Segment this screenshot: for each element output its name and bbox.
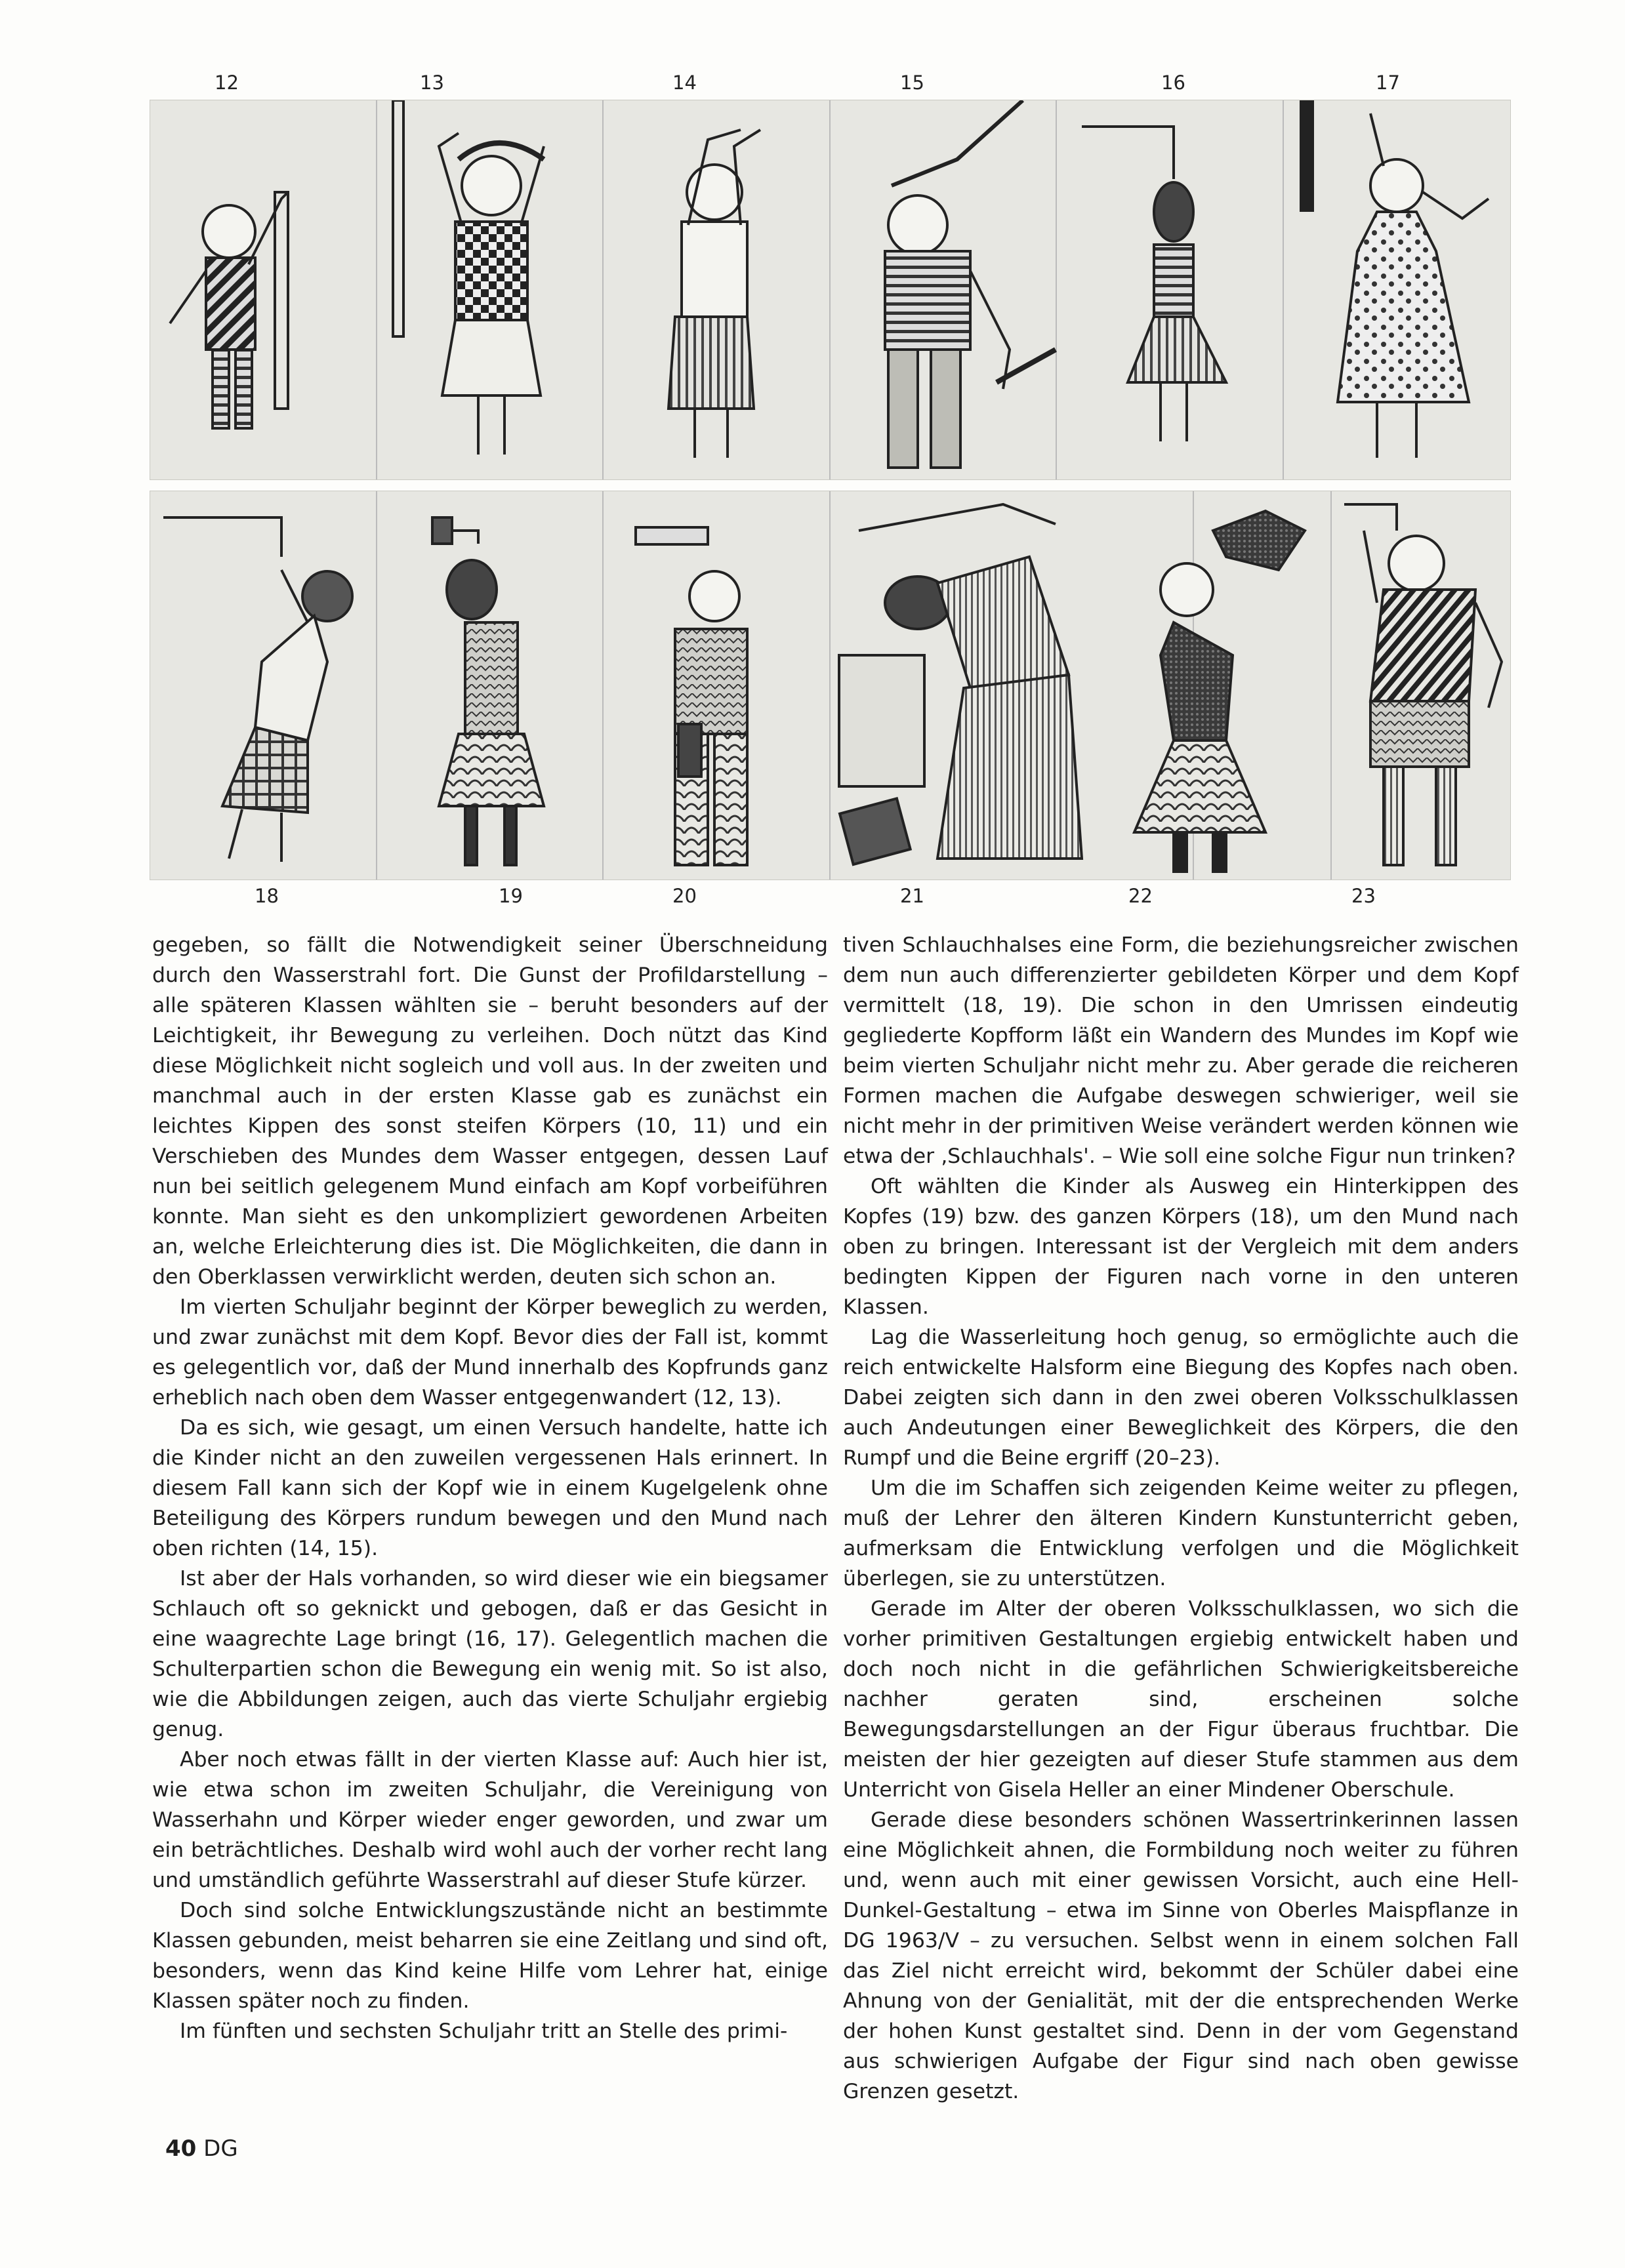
paragraph: gegeben, so fällt die Notwendigkeit seiner Überschneidung durch den Wasserstrahl fort. Die Gunst der Profildarstellung – alle späteren Klassen wählten sie – beruht besonders auf der Leichtigkeit, ihr Bewegung zu verleihen. Doch nützt das Kind diese Möglichkeit nicht sogleich und voll aus. In der zweiten und manchmal auch in der ersten Klasse gab es zunächst ein leichtes Kippen des sonst steifen Körpers (10, 11) und ein Verschieben des Mundes dem Wasser entgegen, dessen Lauf nun bei seitlich gelegenem Mund einfach am Kopf vorbeiführen konnte. Man sieht es den unkompliziert gewordenen Arbeiten an, welche Erleichterung dies ist. Die Möglichkeiten, die dann in den Oberklassen verwirklicht werden, deuten sich schon an. (152, 933, 828, 1289)
figure-number-20: 20 (672, 885, 697, 907)
figure-number-15: 15 (900, 71, 924, 94)
text-column-right (843, 930, 1519, 2107)
paragraph: Ist aber der Hals vorhanden, so wird dieser wie ein biegsamer Schlauch oft so geknickt und gebogen, daß er das Gesicht in eine waagrechte Lage bringt (16, 17). Gelegentlich machen die Schulterpartien schon die Bewegung ein wenig mit. So ist also, wie die Abbildungen zeigen, auch das vierte Schuljahr ergiebig genug. (152, 1567, 828, 1741)
paragraph: Da es sich, wie gesagt, um einen Versuch handelte, hatte ich die Kinder nicht an den zuweilen vergessenen Hals erinnert. In diesem Fall kann sich der Kopf wie in einem Kugelgelenk ohne Beteiligung des Körpers rundum bewegen und den Mund nach oben richten (14, 15). (152, 1416, 828, 1560)
paragraph: Im vierten Schuljahr beginnt der Körper beweglich zu werden, und zwar zunächst mit dem Kopf. Bevor dies der Fall ist, kommt es gelegentlich vor, daß der Mund innerhalb des Kopfrunds ganz erheblich nach oben dem Wasser entgegenwandert (12, 13). (152, 1295, 828, 1409)
figure-number-14: 14 (672, 71, 697, 94)
journal-abbreviation: DG (203, 2136, 238, 2162)
figure-number-18: 18 (255, 885, 279, 907)
paragraph: Um die im Schaffen sich zeigenden Keime weiter zu pflegen, muß der Lehrer den älteren Kindern Kunstunterricht geben, aufmerksam die Entwicklung verfolgen und die Möglichkeit überlegen, sie zu unterstützen. (843, 1476, 1519, 1590)
page-number: 40 (165, 2136, 197, 2162)
figure-number-19: 19 (499, 885, 523, 907)
figure-number-23: 23 (1351, 885, 1376, 907)
paragraph: tiven Schlauchhalses eine Form, die beziehungsreicher zwischen dem nun auch differenzierter gebildeten Körper und dem Kopf vermittelt (18, 19). Die schon in den Umrissen eindeutig gegliederte Kopfform läßt ein Wandern des Mundes im Kopf wie beim vierten Schuljahr nicht mehr zu. Aber gerade die reicheren Formen machen die Aufgabe deswegen schwieriger, weil sie nicht mehr in der primitiven Weise verändert werden können wie etwa der ‚Schlauchhals'. – Wie soll eine solche Figur nun trinken? (843, 933, 1519, 1168)
paragraph: Oft wählten die Kinder als Ausweg ein Hinterkippen des Kopfes (19) bzw. des ganzen Körpers (18), um den Mund nach oben zu bringen. Interessant ist der Vergleich mit dem anders bedingten Kippen der Figuren nach vorne in den unteren Klassen. (843, 1175, 1519, 1319)
paragraph: Doch sind solche Entwicklungszustände nicht an bestimmte Klassen gebunden, meist beharren sie eine Zeitlang und sind oft, besonders, wenn das Kind keine Hilfe vom Lehrer hat, einige Klassen später noch zu finden. (152, 1899, 828, 2013)
paragraph: Im fünften und sechsten Schuljahr tritt an Stelle des primi- (180, 2019, 788, 2043)
page-folio (165, 2136, 238, 2162)
drawings-panel-bottom (150, 491, 1511, 880)
figure-number-13: 13 (420, 71, 444, 94)
paragraph: Gerade diese besonders schönen Wassertrinkerinnen lassen eine Möglichkeit ahnen, die Formbildung noch weiter zu führen und, wenn auch mit einer gewissen Vorsicht, auch eine Hell-Dunkel-Gestaltung – etwa im Sinne von Oberles Maispflanze in DG 1963/V – zu versuchen. Selbst wenn in einem solchen Fall das Ziel nicht erreicht wird, bekommt der Schüler dabei eine Ahnung von der Genialität, mit der die entsprechenden Werke der hohen Kunst gestaltet sind. Denn in der vom Gegenstand aus schwierigen Aufgabe der Figur sind nach oben gewisse Grenzen gesetzt. (843, 1808, 1519, 2103)
drawings-panel-top (150, 100, 1511, 480)
figure-number-21: 21 (900, 885, 924, 907)
paragraph: Gerade im Alter der oberen Volksschulklassen, wo sich die vorher primitiven Gestaltungen ergiebig entwickelt haben und doch noch nicht in die gefährlichen Schwierigkeitsbereiche nachher geraten sind, erscheinen solche Bewegungsdarstellungen an der Figur überaus fruchtbar. Die meisten der hier gezeigten auf dieser Stufe stammen aus dem Unterricht von Gisela Heller an einer Mindener Oberschule. (843, 1597, 1519, 1802)
children-drawings-12-17 (150, 100, 1510, 479)
figure-number-16: 16 (1161, 71, 1185, 94)
paragraph: Lag die Wasserleitung hoch genug, so ermöglichte auch die reich entwickelte Halsform eine Biegung des Kopfes nach oben. Dabei zeigten sich dann in den zwei oberen Volksschulklassen auch Andeutungen einer Beweglichkeit des Körpers, die den Rumpf und die Beine ergriff (20–23). (843, 1326, 1519, 1470)
figure-number-22: 22 (1128, 885, 1153, 907)
children-drawings-18-23 (150, 491, 1510, 880)
paragraph: Aber noch etwas fällt in der vierten Klasse auf: Auch hier ist, wie etwa schon im zweiten Schuljahr, die Vereinigung von Wasserhahn und Körper wieder enger geworden, und zwar um ein beträchtliches. Deshalb wird wohl auch der vorher recht lang und umständlich geführte Wasserstrahl auf dieser Stufe kürzer. (152, 1748, 828, 1892)
figure-number-17: 17 (1376, 71, 1400, 94)
figure-number-12: 12 (215, 71, 239, 94)
text-column-left (152, 930, 828, 2046)
